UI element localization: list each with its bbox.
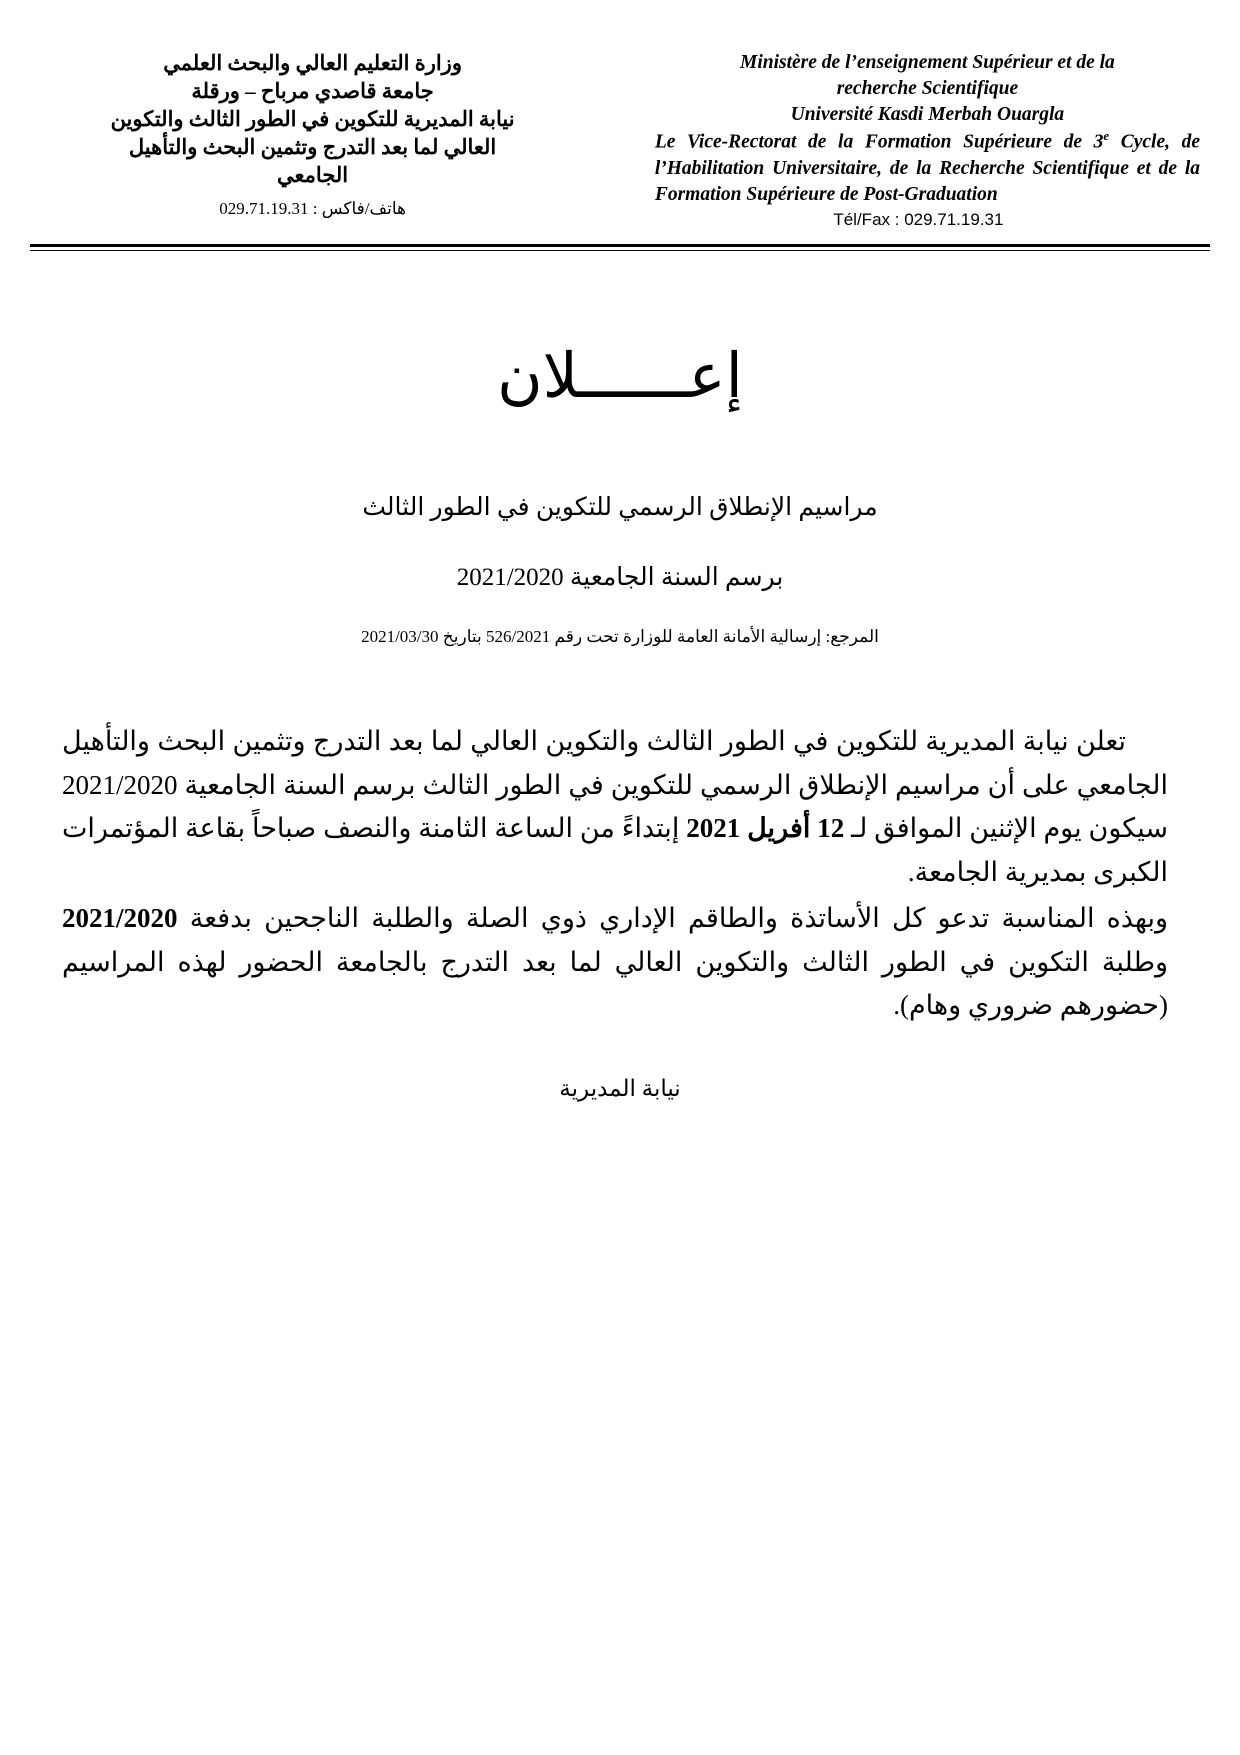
paragraph-2-text-part-1: وبهذه المناسبة تدعو كل الأساتذة والطاقم الإداري ذوي الصلة والطلبة الناجحين بدفعة xyxy=(177,902,1168,933)
directorate-line-1-ar: نيابة المديرية للتكوين في الطور الثالث والتكوين xyxy=(110,106,515,131)
body-content xyxy=(0,720,1240,1028)
event-date-highlight: 12 أفريل 2021 xyxy=(686,813,845,844)
paragraph-1-text-part-2: إبتداءً من الساعة الثامنة والنصف صباحاً بقاعة المؤتمرات الكبرى بمديرية الجامعة. xyxy=(62,813,1168,888)
paragraph-announcement xyxy=(62,720,1168,895)
divider-thick-line xyxy=(30,244,1210,247)
subtitle-academic-year: برسم السنة الجامعية 2021/2020 xyxy=(456,563,784,591)
contact-phone-fr: Tél/Fax : 029.71.19.31 xyxy=(833,210,1004,230)
university-name-ar: جامعة قاصدي مرباح – ورقلة xyxy=(191,78,434,103)
university-name-fr: Université Kasdi Merbah Ouargla xyxy=(790,104,1065,126)
paragraph-2-text-part-2: وطلبة التكوين في الطور الثالث والتكوين العالي لما بعد التدرج بالجامعة الحضور لهذه المراسيم (حضورهم ضروري وهام). xyxy=(62,946,1168,1021)
letterhead-arabic-column xyxy=(40,50,585,221)
header-divider xyxy=(0,244,1240,251)
contact-phone-ar: هاتف/فاكس : 029.71.19.31 xyxy=(219,198,406,218)
subtitle-block xyxy=(0,489,1240,596)
ministry-name-ar: وزارة التعليم العالي والبحث العلمي xyxy=(163,51,462,75)
page-title: إعــــــلان xyxy=(497,343,743,412)
divider-thin-line xyxy=(30,250,1210,251)
subtitle-event: مراسيم الإنطلاق الرسمي للتكوين في الطور الثالث xyxy=(362,494,878,522)
letterhead xyxy=(0,0,1240,230)
directorate-line-3-ar: الجامعي xyxy=(277,162,349,187)
paragraph-1-text-part-1: تعلن نيابة المديرية للتكوين في الطور الثالث والتكوين العالي لما بعد التدرج وتثمين البحث والتأهيل الجامعي على أن مراسيم الإنطلاق الرسمي للتكوين في الطور الثالث برسم السنة الجامعية 2021/2020 سيكون يوم الإثنين الموافق لـ xyxy=(62,725,1168,844)
reference-line: المرجع: إرسالية الأمانة العامة للوزارة تحت رقم 526/2021 بتاريخ 2021/03/30 xyxy=(361,627,879,647)
signature-block: نيابة المديرية xyxy=(559,1076,681,1102)
letterhead-french-column xyxy=(655,50,1200,230)
cohort-year-highlight: 2021/2020 xyxy=(62,902,178,933)
vice-rectorate-text-pre: Le Vice-Rectorat de la Formation Supérieure de 3 xyxy=(654,131,1104,153)
paragraph-invitation xyxy=(62,897,1168,1028)
ministry-name-fr-line2: recherche Scientifique xyxy=(836,78,1019,100)
vice-rectorate-text-post: Cycle, de l’Habilitation Universitaire, de la Recherche Scientifique et de la Formation Supérieure de Post-Graduation xyxy=(654,131,1200,206)
vice-rectorate-block-fr xyxy=(655,128,1200,208)
ministry-name-fr-line1: Ministère de l’enseignement Supérieur et de la xyxy=(739,52,1115,73)
ordinal-suffix: e xyxy=(1103,129,1110,144)
directorate-line-2-ar: العالي لما بعد التدرج وتثمين البحث والتأهيل xyxy=(128,134,497,159)
